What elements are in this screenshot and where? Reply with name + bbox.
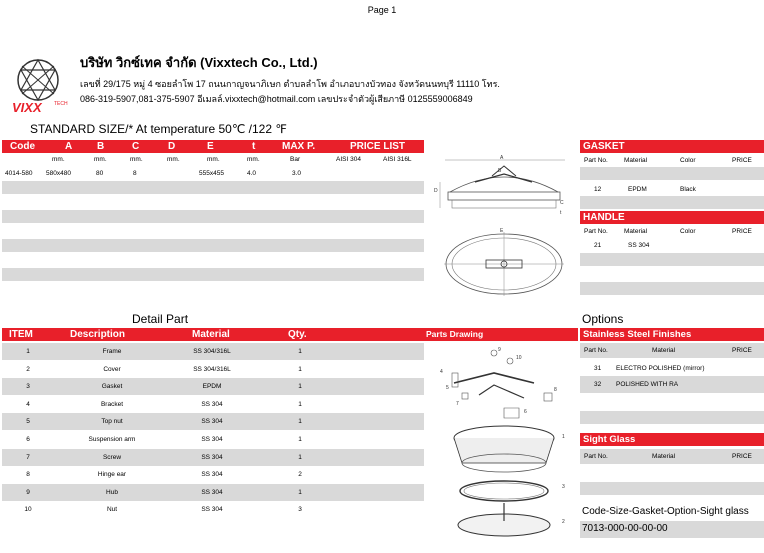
detail-qty: 1 bbox=[298, 453, 302, 461]
company-contact: 086-319-5907,081-375-5907 อีเมลล์.vixxtech@hotmail.com เลขประจำตัวผู้เสียภาษี 0125559006849 bbox=[80, 94, 473, 104]
exploded-parts-drawing bbox=[424, 343, 579, 548]
header-b: B bbox=[97, 141, 105, 152]
detail-description: Gasket bbox=[101, 383, 123, 391]
detail-row bbox=[2, 343, 424, 360]
finishes-header: Stainless Steel Finishes bbox=[580, 328, 764, 341]
company-address: เลขที่ 29/175 หมู่ 4 ซอยลำโพ 17 ถนนกาญจนาภิเษก ตำบลลำโพ อำเภอบางบัวทอง จังหวัดนนทบุรี 11110 โทร. bbox=[80, 79, 500, 89]
detail-qty: 1 bbox=[298, 418, 302, 426]
logo-wordmark: VIXX bbox=[12, 100, 42, 115]
detail-item: 9 bbox=[26, 488, 30, 496]
detail-item: 2 bbox=[26, 365, 30, 373]
detail-material: SS 304 bbox=[201, 400, 223, 408]
header-a: A bbox=[65, 141, 73, 152]
size-table-row: 4014-580 580x480 80 8 555x455 4.0 3.0 bbox=[5, 170, 302, 177]
size-stripe bbox=[2, 268, 424, 281]
detail-qty: 1 bbox=[298, 348, 302, 355]
svg-text:6: 6 bbox=[524, 409, 527, 415]
gasket-header: GASKET bbox=[580, 140, 764, 153]
detail-row bbox=[2, 361, 424, 378]
svg-text:1: 1 bbox=[562, 434, 565, 440]
options-title: Options bbox=[582, 312, 624, 326]
code-format: Code-Size-Gasket-Option-Sight glass bbox=[582, 506, 749, 517]
code-example-row: 7013-000-00-00-00 bbox=[580, 521, 764, 538]
detail-row bbox=[2, 413, 424, 430]
size-stripe bbox=[2, 239, 424, 252]
logo-tag: TECH bbox=[54, 101, 68, 107]
svg-text:7: 7 bbox=[456, 401, 459, 407]
svg-text:E: E bbox=[500, 228, 504, 234]
svg-text:3: 3 bbox=[562, 484, 565, 490]
detail-material: SS 304/316L bbox=[193, 365, 231, 373]
detail-material: SS 304 bbox=[201, 453, 223, 461]
detail-item: 8 bbox=[26, 471, 30, 479]
detail-row bbox=[2, 431, 424, 448]
detail-description: Top nut bbox=[101, 418, 123, 426]
detail-material: SS 304 bbox=[201, 418, 223, 426]
svg-text:2: 2 bbox=[562, 519, 565, 525]
finish-row: 32 POLISHED WITH RA bbox=[580, 376, 764, 393]
header-code: Code bbox=[10, 141, 35, 152]
header-price-list: PRICE LIST bbox=[350, 141, 406, 152]
detail-item: 1 bbox=[26, 348, 30, 355]
standard-size-title: STANDARD SIZE/* At temperature 50℃ /122 ℉ bbox=[30, 122, 287, 136]
detail-row bbox=[2, 484, 424, 501]
detail-item: 5 bbox=[26, 418, 30, 426]
detail-description: Hinge ear bbox=[97, 471, 127, 479]
detail-item: 4 bbox=[26, 400, 30, 408]
detail-material: EPDM bbox=[202, 383, 222, 391]
detail-row bbox=[2, 449, 424, 466]
detail-qty: 3 bbox=[298, 506, 302, 514]
company-logo bbox=[8, 56, 68, 118]
detail-row bbox=[2, 466, 424, 483]
detail-row bbox=[2, 396, 424, 413]
header-c: C bbox=[132, 141, 140, 152]
gasket-row: 12 EPDM Black bbox=[594, 186, 696, 193]
handle-row: 21 SS 304 bbox=[594, 242, 650, 249]
parts-drawing-header: Parts Drawing bbox=[424, 328, 578, 341]
detail-description: Cover bbox=[103, 365, 121, 373]
page-number: Page 1 bbox=[367, 5, 397, 15]
header-maxp: MAX P. bbox=[282, 141, 316, 152]
detail-row bbox=[2, 501, 424, 518]
detail-qty: 2 bbox=[298, 471, 302, 479]
svg-text:4: 4 bbox=[440, 369, 443, 375]
detail-qty: 1 bbox=[298, 488, 302, 496]
handle-columns: Part No. Material Color PRICE bbox=[584, 228, 752, 235]
svg-text:10: 10 bbox=[516, 355, 522, 361]
svg-text:9: 9 bbox=[498, 347, 501, 353]
handle-header: HANDLE bbox=[580, 211, 764, 224]
detail-item: 7 bbox=[26, 453, 30, 461]
detail-qty: 1 bbox=[298, 365, 302, 373]
detail-material: SS 304 bbox=[201, 506, 223, 514]
detail-description: Suspension arm bbox=[88, 436, 136, 443]
header-d: D bbox=[168, 141, 176, 152]
gasket-columns: Part No. Material Color PRICE bbox=[584, 157, 752, 164]
detail-item: 10 bbox=[24, 506, 32, 514]
detail-material: SS 304 bbox=[201, 471, 223, 479]
svg-text:B: B bbox=[498, 168, 502, 174]
size-stripe bbox=[2, 181, 424, 194]
detail-item: 3 bbox=[26, 383, 30, 391]
detail-part-title: Detail Part bbox=[132, 312, 189, 326]
size-table-header bbox=[2, 140, 424, 153]
finish-row: 31 ELECTRO POLISHED (mirror) bbox=[594, 365, 705, 372]
header-e: E bbox=[207, 141, 214, 152]
company-name: บริษัท วิกซ์เทค จำกัด (Vixxtech Co., Ltd.) bbox=[80, 55, 318, 70]
detail-description: Nut bbox=[106, 506, 118, 514]
size-table-units: mm. mm. mm. mm. mm. mm. Bar AISI 304 AISI 316L bbox=[52, 156, 412, 163]
finishes-columns: Part No. Material PRICE bbox=[580, 343, 764, 358]
detail-description: Frame bbox=[102, 348, 122, 355]
svg-text:t: t bbox=[560, 210, 562, 216]
header-t: t bbox=[252, 141, 256, 152]
svg-text:A: A bbox=[500, 155, 504, 161]
detail-row bbox=[2, 378, 424, 395]
manway-dimension-drawing bbox=[430, 152, 578, 297]
svg-text:D: D bbox=[434, 188, 438, 194]
svg-text:8: 8 bbox=[554, 387, 557, 393]
detail-qty: 1 bbox=[298, 400, 302, 408]
sight-glass-columns: Part No. Material PRICE bbox=[580, 449, 764, 464]
svg-text:C: C bbox=[560, 200, 564, 206]
detail-qty: 1 bbox=[298, 436, 302, 443]
detail-description: Screw bbox=[102, 453, 122, 461]
detail-qty: 1 bbox=[298, 383, 302, 391]
svg-text:5: 5 bbox=[446, 385, 449, 391]
detail-material: SS 304 bbox=[201, 488, 223, 496]
detail-material: SS 304/316L bbox=[193, 348, 231, 355]
size-stripe bbox=[2, 210, 424, 223]
detail-header: ITEM Description Material Qty. bbox=[2, 328, 424, 341]
detail-item: 6 bbox=[26, 436, 30, 443]
detail-description: Hub bbox=[106, 488, 118, 496]
detail-material: SS 304 bbox=[201, 436, 223, 443]
detail-description: Bracket bbox=[100, 400, 124, 408]
sight-glass-header: Sight Glass bbox=[580, 433, 764, 446]
